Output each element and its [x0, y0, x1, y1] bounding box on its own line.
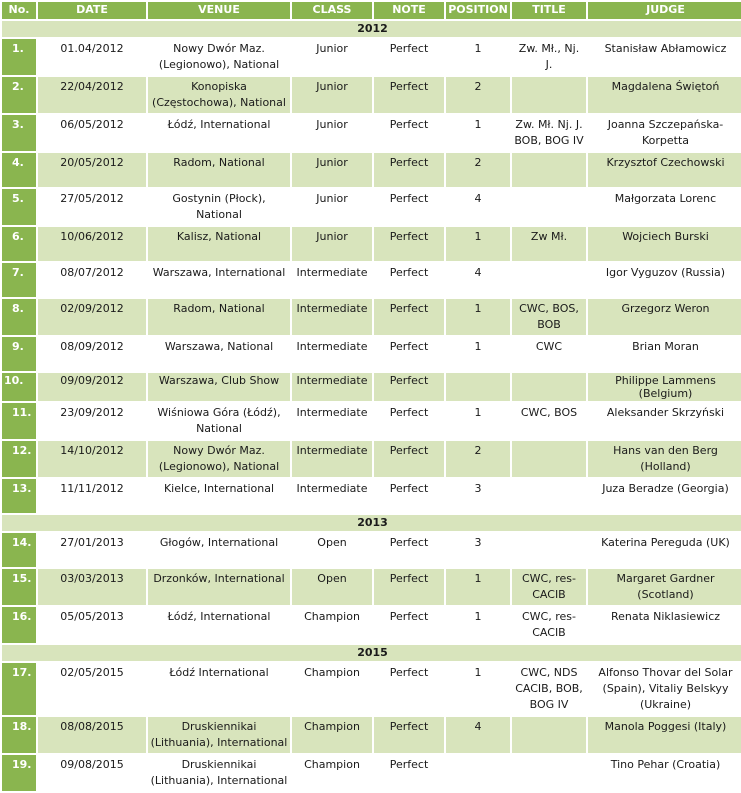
cell-position: 1 [446, 607, 510, 643]
cell-position: 1 [446, 663, 510, 715]
row-number: 18. [2, 717, 36, 753]
cell-venue: Warszawa, International [148, 263, 290, 297]
header-date: DATE [38, 2, 146, 19]
cell-judge: Igor Vyguzov (Russia) [588, 263, 741, 297]
cell-date: 20/05/2012 [38, 153, 146, 187]
cell-date: 01.04/2012 [38, 39, 146, 75]
cell-position [446, 373, 510, 401]
cell-judge: Juza Beradze (Georgia) [588, 479, 741, 513]
cell-date: 05/05/2013 [38, 607, 146, 643]
cell-note: Perfect [374, 717, 444, 753]
cell-date: 08/08/2015 [38, 717, 146, 753]
header-position: POSITION [446, 2, 510, 19]
cell-title: Zw. Mł. Nj. J. BOB, BOG IV [512, 115, 586, 151]
cell-title: CWC, res-CACIB [512, 607, 586, 643]
cell-date: 08/09/2012 [38, 337, 146, 371]
cell-class: Junior [292, 39, 372, 75]
cell-title: CWC, BOS [512, 403, 586, 439]
cell-position: 1 [446, 299, 510, 335]
cell-title: Zw Mł. [512, 227, 586, 261]
table-row [2, 441, 741, 477]
cell-position: 4 [446, 189, 510, 225]
cell-position: 4 [446, 717, 510, 753]
table-row [2, 337, 741, 371]
cell-judge: Alfonso Thovar del Solar (Spain), Vitaliy Belskyy (Ukraine) [588, 663, 741, 715]
row-number: 12. [2, 441, 36, 477]
cell-title: CWC, res-CACIB [512, 569, 586, 605]
cell-position: 1 [446, 227, 510, 261]
row-number: 3. [2, 115, 36, 151]
cell-note: Perfect [374, 403, 444, 439]
header-class: CLASS [292, 2, 372, 19]
cell-venue: Głogów, International [148, 533, 290, 567]
table-row [2, 227, 741, 261]
cell-note: Perfect [374, 607, 444, 643]
cell-judge: Manola Poggesi (Italy) [588, 717, 741, 753]
cell-venue: Druskiennikai (Lithuania), International [148, 717, 290, 753]
year-row [2, 21, 741, 37]
table-row [2, 189, 741, 225]
cell-note: Perfect [374, 153, 444, 187]
cell-class: Intermediate [292, 479, 372, 513]
cell-class: Intermediate [292, 299, 372, 335]
cell-title [512, 479, 586, 513]
cell-date: 27/05/2012 [38, 189, 146, 225]
cell-title [512, 717, 586, 753]
cell-title [512, 263, 586, 297]
cell-date: 02/09/2012 [38, 299, 146, 335]
cell-title [512, 189, 586, 225]
cell-note: Perfect [374, 441, 444, 477]
year-row [2, 645, 741, 661]
cell-venue: Łódź International [148, 663, 290, 715]
cell-venue: Drzonków, International [148, 569, 290, 605]
table-row [2, 373, 741, 401]
cell-class: Junior [292, 77, 372, 113]
cell-note: Perfect [374, 189, 444, 225]
cell-note: Perfect [374, 115, 444, 151]
cell-date: 10/06/2012 [38, 227, 146, 261]
row-number: 10. [2, 373, 36, 401]
row-number: 19. [2, 755, 36, 791]
cell-venue: Wiśniowa Góra (Łódź), National [148, 403, 290, 439]
table-row [2, 39, 741, 75]
cell-position: 1 [446, 115, 510, 151]
table-row [2, 263, 741, 297]
cell-class: Intermediate [292, 337, 372, 371]
cell-judge: Tino Pehar (Croatia) [588, 755, 741, 791]
row-number: 15. [2, 569, 36, 605]
table-row [2, 663, 741, 715]
cell-note: Perfect [374, 263, 444, 297]
cell-judge: Margaret Gardner (Scotland) [588, 569, 741, 605]
cell-judge: Wojciech Burski [588, 227, 741, 261]
cell-venue: Konopiska (Częstochowa), National [148, 77, 290, 113]
row-number: 9. [2, 337, 36, 371]
cell-date: 22/04/2012 [38, 77, 146, 113]
cell-position: 3 [446, 479, 510, 513]
cell-class: Champion [292, 717, 372, 753]
cell-title [512, 441, 586, 477]
year-label: 2015 [2, 645, 741, 661]
cell-judge: Philippe Lammens (Belgium) [588, 373, 741, 401]
table-row [2, 479, 741, 513]
cell-note: Perfect [374, 299, 444, 335]
row-number: 7. [2, 263, 36, 297]
cell-position: 1 [446, 569, 510, 605]
row-number: 4. [2, 153, 36, 187]
cell-date: 02/05/2015 [38, 663, 146, 715]
cell-date: 09/08/2015 [38, 755, 146, 791]
cell-venue: Radom, National [148, 153, 290, 187]
cell-venue: Łódź, International [148, 115, 290, 151]
cell-note: Perfect [374, 479, 444, 513]
cell-title: Zw. Mł., Nj. J. [512, 39, 586, 75]
row-number: 14. [2, 533, 36, 567]
cell-judge: Katerina Pereguda (UK) [588, 533, 741, 567]
cell-date: 06/05/2012 [38, 115, 146, 151]
header-judge: JUDGE [588, 2, 741, 19]
cell-class: Open [292, 569, 372, 605]
cell-class: Intermediate [292, 263, 372, 297]
cell-title: CWC, BOS, BOB [512, 299, 586, 335]
cell-title [512, 533, 586, 567]
cell-class: Intermediate [292, 441, 372, 477]
table-row [2, 403, 741, 439]
cell-note: Perfect [374, 227, 444, 261]
header-no: No. [2, 2, 36, 19]
cell-venue: Nowy Dwór Maz. (Legionowo), National [148, 441, 290, 477]
table-row [2, 755, 741, 791]
row-number: 17. [2, 663, 36, 715]
cell-date: 03/03/2013 [38, 569, 146, 605]
cell-class: Junior [292, 189, 372, 225]
cell-note: Perfect [374, 337, 444, 371]
cell-class: Intermediate [292, 403, 372, 439]
cell-judge: Renata Niklasiewicz [588, 607, 741, 643]
cell-venue: Radom, National [148, 299, 290, 335]
cell-venue: Warszawa, National [148, 337, 290, 371]
cell-class: Junior [292, 115, 372, 151]
cell-date: 09/09/2012 [38, 373, 146, 401]
header-row [2, 2, 741, 19]
row-number: 11. [2, 403, 36, 439]
cell-date: 08/07/2012 [38, 263, 146, 297]
table-row [2, 77, 741, 113]
row-number: 8. [2, 299, 36, 335]
cell-title: CWC [512, 337, 586, 371]
header-title: TITLE [512, 2, 586, 19]
header-venue: VENUE [148, 2, 290, 19]
table-row [2, 569, 741, 605]
cell-judge: Małgorzata Lorenc [588, 189, 741, 225]
cell-date: 23/09/2012 [38, 403, 146, 439]
row-number: 16. [2, 607, 36, 643]
cell-title [512, 373, 586, 401]
cell-position: 1 [446, 337, 510, 371]
cell-position: 2 [446, 77, 510, 113]
cell-position: 1 [446, 403, 510, 439]
cell-note: Perfect [374, 373, 444, 401]
cell-class: Champion [292, 607, 372, 643]
cell-class: Intermediate [292, 373, 372, 401]
cell-note: Perfect [374, 39, 444, 75]
cell-venue: Kalisz, National [148, 227, 290, 261]
table-row [2, 607, 741, 643]
cell-position: 2 [446, 153, 510, 187]
cell-position: 4 [446, 263, 510, 297]
row-number: 2. [2, 77, 36, 113]
row-number: 1. [2, 39, 36, 75]
cell-position: 1 [446, 39, 510, 75]
row-number: 6. [2, 227, 36, 261]
cell-judge: Stanisław Abłamowicz [588, 39, 741, 75]
cell-position: 3 [446, 533, 510, 567]
year-row [2, 515, 741, 531]
cell-venue: Warszawa, Club Show [148, 373, 290, 401]
table-row [2, 717, 741, 753]
cell-date: 14/10/2012 [38, 441, 146, 477]
cell-judge: Brian Moran [588, 337, 741, 371]
cell-judge: Krzysztof Czechowski [588, 153, 741, 187]
cell-position: 2 [446, 441, 510, 477]
cell-note: Perfect [374, 663, 444, 715]
table-row [2, 299, 741, 335]
cell-judge: Aleksander Skrzyński [588, 403, 741, 439]
header-note: NOTE [374, 2, 444, 19]
cell-note: Perfect [374, 569, 444, 605]
year-label: 2013 [2, 515, 741, 531]
cell-judge: Joanna Szczepańska-Korpetta [588, 115, 741, 151]
cell-venue: Gostynin (Płock), National [148, 189, 290, 225]
row-number: 5. [2, 189, 36, 225]
cell-venue: Druskiennikai (Lithuania), International [148, 755, 290, 791]
cell-class: Champion [292, 663, 372, 715]
cell-date: 27/01/2013 [38, 533, 146, 567]
cell-title [512, 153, 586, 187]
table-row [2, 533, 741, 567]
cell-judge: Hans van den Berg (Holland) [588, 441, 741, 477]
cell-judge: Magdalena Świętoń [588, 77, 741, 113]
cell-title [512, 77, 586, 113]
row-number: 13. [2, 479, 36, 513]
cell-class: Open [292, 533, 372, 567]
cell-class: Champion [292, 755, 372, 791]
cell-class: Junior [292, 227, 372, 261]
cell-date: 11/11/2012 [38, 479, 146, 513]
cell-note: Perfect [374, 77, 444, 113]
cell-class: Junior [292, 153, 372, 187]
cell-position [446, 755, 510, 791]
cell-venue: Kielce, International [148, 479, 290, 513]
cell-venue: Łódź, International [148, 607, 290, 643]
cell-judge: Grzegorz Weron [588, 299, 741, 335]
table-row [2, 115, 741, 151]
year-label: 2012 [2, 21, 741, 37]
table-row [2, 153, 741, 187]
cell-note: Perfect [374, 755, 444, 791]
cell-title [512, 755, 586, 791]
cell-title: CWC, NDS CACIB, BOB, BOG IV [512, 663, 586, 715]
cell-note: Perfect [374, 533, 444, 567]
cell-venue: Nowy Dwór Maz. (Legionowo), National [148, 39, 290, 75]
